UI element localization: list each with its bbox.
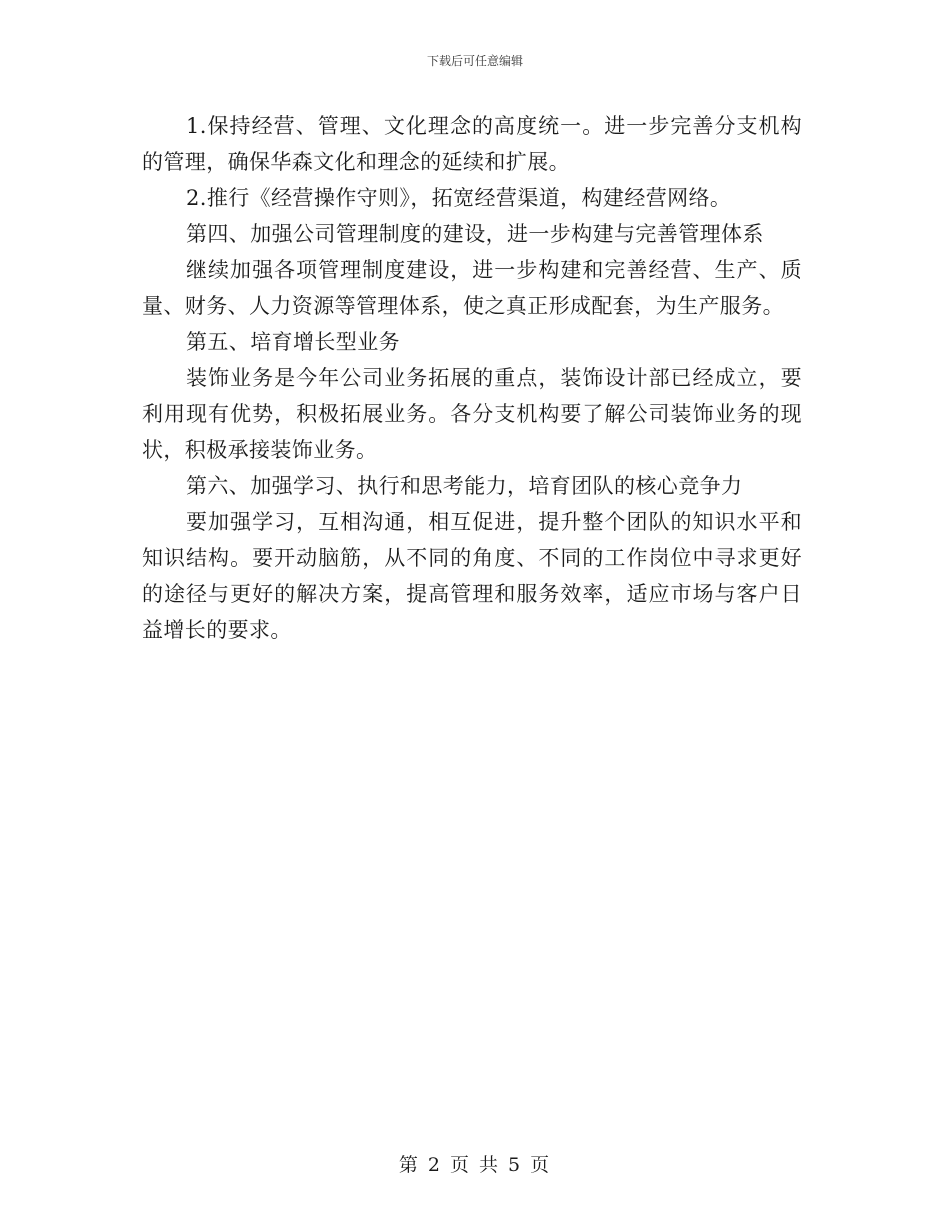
paragraph-item-2: 2.推行《经营操作守则》，拓宽经营渠道，构建经营网络。 bbox=[186, 186, 732, 210]
section-heading-6: 第六、加强学习、执行和思考能力，培育团队的核心竞争力 bbox=[186, 474, 743, 498]
section-heading-4: 第四、加强公司管理制度的建设，进一步构建与完善管理体系 bbox=[186, 222, 764, 246]
document-body bbox=[142, 108, 802, 648]
page-number-footer: 第 2 页 共 5 页 bbox=[398, 1154, 552, 1176]
section-body-5: 装饰业务是今年公司业务拓展的重点，装饰设计部已经成立，要利用现有优势，积极拓展业务。各分支机构要了解公司装饰业务的现状，积极承接装饰业务。 bbox=[142, 366, 802, 462]
section-body-4: 继续加强各项管理制度建设，进一步构建和完善经营、生产、质量、财务、人力资源等管理体系，使之真正形成配套，为生产服务。 bbox=[142, 258, 802, 318]
section-heading-5: 第五、培育增长型业务 bbox=[186, 330, 400, 354]
page-header-note: 下载后可任意编辑 bbox=[426, 54, 523, 68]
paragraph-item-1: 1.保持经营、管理、文化理念的高度统一。进一步完善分支机构的管理，确保华森文化和理念的延续和扩展。 bbox=[142, 114, 802, 174]
section-body-6: 要加强学习，互相沟通，相互促进，提升整个团队的知识水平和知识结构。要开动脑筋，从不同的角度、不同的工作岗位中寻求更好的途径与更好的解决方案，提高管理和服务效率，适应市场与客户日益增长的要求。 bbox=[142, 510, 802, 642]
